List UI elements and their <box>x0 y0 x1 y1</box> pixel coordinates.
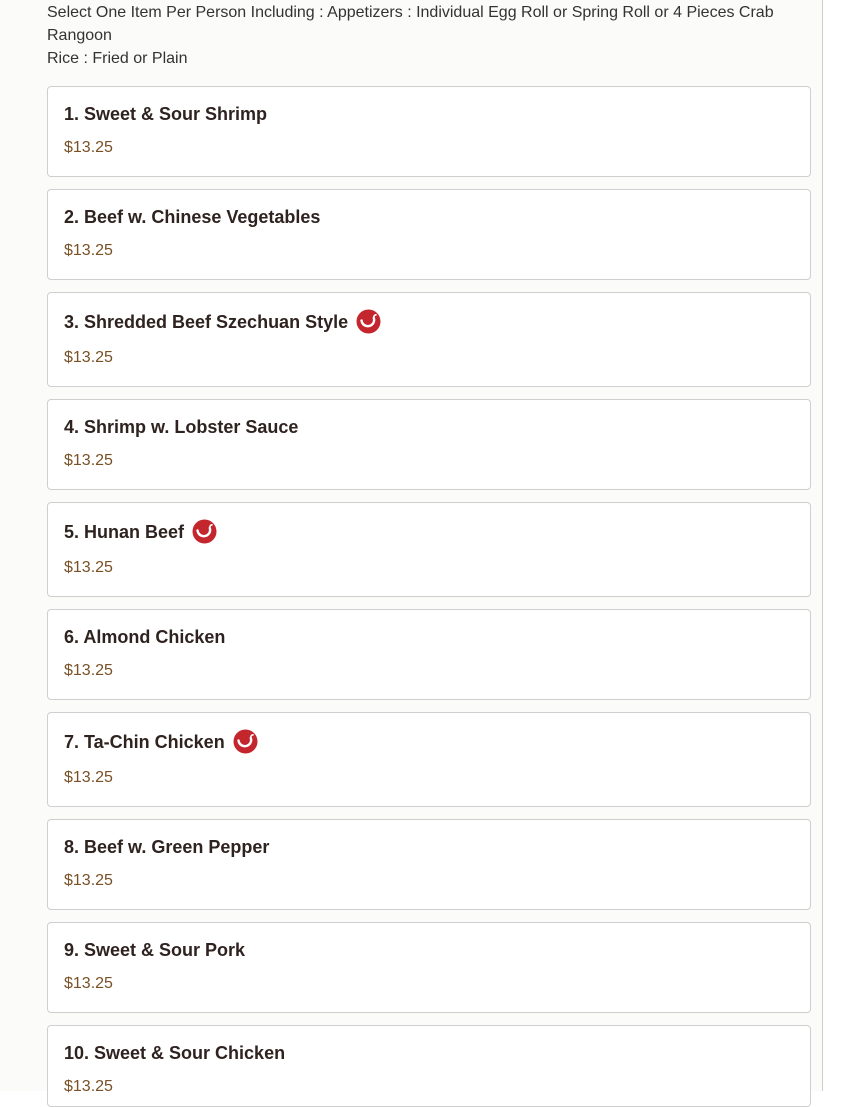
menu-item-price: $13.25 <box>64 769 113 786</box>
menu-item-title <box>64 939 245 961</box>
menu-item-price: $13.25 <box>64 559 113 576</box>
menu-item-name: 9. Sweet & Sour Pork <box>64 940 246 960</box>
menu-item-card[interactable] <box>47 502 811 597</box>
menu-item-name: 5. Hunan Beef <box>64 521 185 542</box>
menu-item-name: 2. Beef w. Chinese Vegetables <box>64 207 321 227</box>
menu-item-name: 8. Beef w. Green Pepper <box>64 837 270 857</box>
menu-item-card[interactable] <box>47 1025 811 1107</box>
menu-item-price: $13.25 <box>64 242 113 259</box>
menu-item-name: 3. Shredded Beef Szechuan Style <box>64 311 349 332</box>
menu-item-title <box>64 626 225 648</box>
menu-item-card[interactable] <box>47 399 811 490</box>
menu-item-name: 10. Sweet & Sour Chicken <box>64 1043 286 1063</box>
menu-item-price: $13.25 <box>64 872 113 889</box>
hot-pepper-icon <box>356 309 381 334</box>
category-description <box>47 1 797 70</box>
menu-item-card[interactable] <box>47 292 811 387</box>
description-line: Rangoon <box>47 27 112 44</box>
menu-item-title <box>64 206 320 228</box>
menu-item-card[interactable] <box>47 86 811 177</box>
hot-pepper-icon <box>192 519 217 544</box>
menu-item-title <box>64 836 269 858</box>
menu-item-title <box>64 309 381 334</box>
menu-item-card[interactable] <box>47 922 811 1013</box>
menu-item-price: $13.25 <box>64 1078 113 1095</box>
menu-item-title <box>64 729 258 754</box>
menu-item-title <box>64 103 267 125</box>
menu-item-card[interactable] <box>47 609 811 700</box>
menu-item-price: $13.25 <box>64 139 113 156</box>
menu-item-price: $13.25 <box>64 349 113 366</box>
menu-item-card[interactable] <box>47 189 811 280</box>
menu-item-name: 4. Shrimp w. Lobster Sauce <box>64 417 299 437</box>
menu-item-card[interactable] <box>47 819 811 910</box>
hot-pepper-icon <box>233 729 258 754</box>
menu-item-name: 7. Ta-Chin Chicken <box>64 731 225 752</box>
menu-item-name: 6. Almond Chicken <box>64 627 226 647</box>
menu-item-price: $13.25 <box>64 975 113 992</box>
description-line: Rice : Fried or Plain <box>47 50 188 67</box>
menu-item-price: $13.25 <box>64 452 113 469</box>
menu-item-name: 1. Sweet & Sour Shrimp <box>64 104 268 124</box>
menu-item-title <box>64 1042 285 1064</box>
menu-item-card[interactable] <box>47 712 811 807</box>
menu-item-title <box>64 416 298 438</box>
menu-item-price: $13.25 <box>64 662 113 679</box>
description-line: Select One Item Per Person Including : Appetizers : Individual Egg Roll or Spring Roll or 4 Pieces Crab <box>47 4 774 21</box>
menu-item-title <box>64 519 217 544</box>
